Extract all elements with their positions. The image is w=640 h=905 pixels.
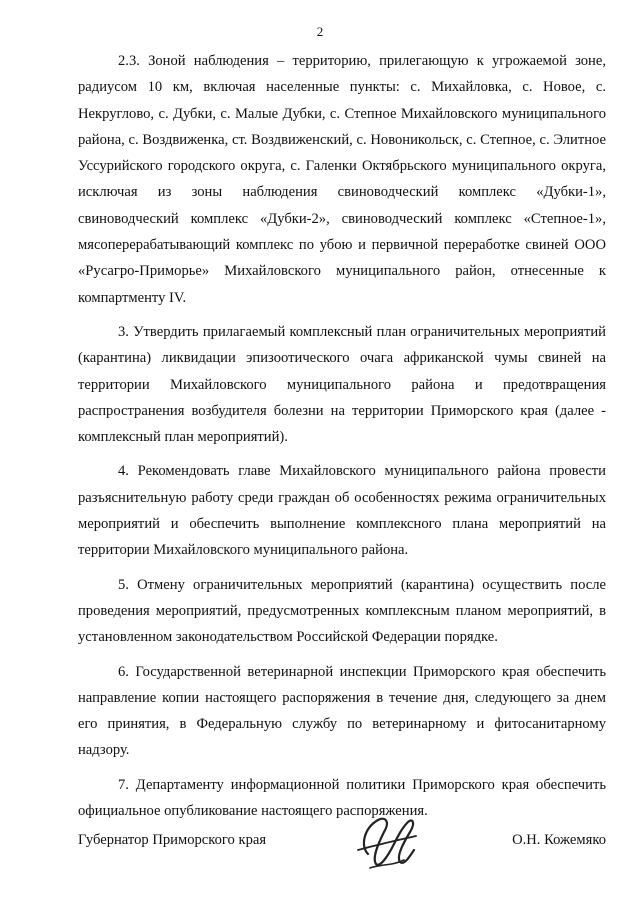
paragraph-2-3: 2.3. Зоной наблюдения – территорию, прилегающую к угрожаемой зоне, радиусом 10 км, включая населенные пункты: с. Михайловка, с. Новое, с. Некруглово, с. Дубки, с. Малые Дубки, с. Степное Михайловского муниципального района, с. Воздвиженка, ст. Воздвиженский, с. Новоникольск, с. Степное, с. Элитное Уссурийского городского округа, с. Галенки Октябрьского муниципального округа, исключая из зоны наблюдения свиноводческий комплекс «Дубки-1», свиноводческий комплекс «Дубки-2», свиноводческий комплекс «Степное-1», мясоперерабатывающий комплекс по убою и первичной переработке свиней ООО «Русагро-Приморье» Михайловского муниципального район, отнесенные к компартменту IV.	[78, 53, 606, 306]
paragraph-4: 4. Рекомендовать главе Михайловского муниципального района провести разъяснительную работу среди граждан об особенностях режима ограничительных мероприятий и обеспечить выполнение комплексного плана мероприятий на территории Михайловского муниципального района.	[78, 463, 606, 559]
paragraph-3: 3. Утвердить прилагаемый комплексный план ограничительных мероприятий (карантина) ликвидации эпизоотического очага африканской чумы свиней на территории Михайловского муниципального района и предотвращения распространения возбудителя болезни на территории Приморского края (далее - комплексный план мероприятий).	[78, 323, 606, 446]
signature-block	[78, 820, 606, 870]
governor-name: О.Н. Кожемяко	[512, 832, 606, 848]
document-body	[78, 48, 606, 824]
paragraph-7: 7. Департаменту информационной политики Приморского края обеспечить официальное опубликование настоящего распоряжения.	[78, 776, 606, 820]
governor-title: Губернатор Приморского края	[78, 832, 267, 848]
paragraph-5: 5. Отмену ограничительных мероприятий (карантина) осуществить после проведения мероприятий, предусмотренных комплексным планом мероприятий, в установленном законодательством Российской Федерации порядке.	[78, 576, 606, 646]
page-number: 2	[316, 24, 324, 39]
paragraph-6: 6. Государственной ветеринарной инспекции Приморского края обеспечить направление копии настоящего распоряжения в течение дня, следующего за днем его принятия, в Федеральную службу по ветеринарному и фитосанитарному надзору.	[78, 663, 606, 759]
handwritten-signature	[350, 806, 430, 876]
